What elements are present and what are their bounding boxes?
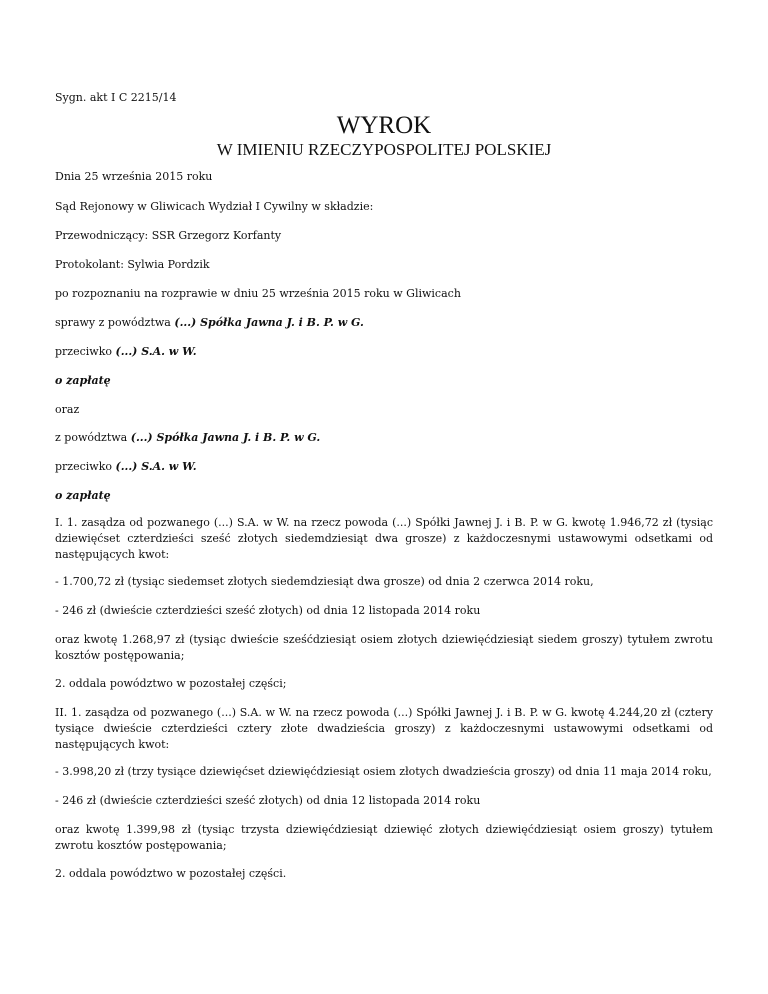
and-connector: oraz [55, 403, 80, 416]
ruling-II-costs: oraz kwotę 1.399,98 zł (tysiąc trzysta dziewięćdziesiąt dziewięć złotych dziewięćdziesiąt osiem groszy) tytułem zwrotu kosztów postępowania; [55, 823, 713, 852]
case2-defendant: (...) S.A. w W. [115, 460, 197, 473]
case1-plaintiff: (...) Spółka Jawna J. i B. P. w G. [174, 316, 364, 329]
case1-subject: o zapłatę [55, 374, 111, 387]
document-title: WYROK [336, 112, 432, 139]
case1-claim-prefix: sprawy z powództwa [55, 316, 175, 329]
ruling-II-interest-a: - 3.998,20 zł (trzy tysiące dziewięćset dziewięćdziesiąt osiem złotych dwadzieścia groszy) od dnia 11 maja 2014 roku, [55, 765, 712, 778]
court-clerk: Protokolant: Sylwia Pordzik [55, 258, 210, 271]
hearing-info: po rozpoznaniu na rozprawie w dniu 25 września 2015 roku w Gliwicach [55, 287, 461, 300]
case2-against [55, 459, 713, 475]
case2-claim-prefix: z powództwa [55, 431, 131, 444]
case1-against-prefix: przeciwko [55, 345, 116, 358]
ruling-II-interest-b: - 246 zł (dwieście czterdzieści sześć złotych) od dnia 12 listopada 2014 roku [55, 794, 481, 807]
document-subtitle: W IMIENIU RZECZYPOSPOLITEJ POLSKIEJ [216, 140, 552, 159]
case1-against [55, 344, 713, 360]
case-reference: Sygn. akt I C 2215/14 [55, 91, 177, 104]
ruling-I-1: I. 1. zasądza od pozwanego (...) S.A. w W. na rzecz powoda (...) Spółki Jawnej J. i B. P. w G. kwotę 1.946,72 zł (tysiąc dziewięćset czterdzieści sześć złotych siedemdziesiąt dwa grosze) z każdoczesnymi ustawowymi odsetkami od następujących kwot: [55, 516, 713, 561]
case1-claim [55, 315, 713, 331]
ruling-I-2: 2. oddala powództwo w pozostałej części; [55, 677, 287, 690]
ruling-II-1: II. 1. zasądza od pozwanego (...) S.A. w W. na rzecz powoda (...) Spółki Jawnej J. i B. P. w G. kwotę 4.244,20 zł (cztery tysiące dwieście czterdzieści cztery złote dwadzieścia groszy) z każdoczesnymi ustawowymi odsetkami od następujących kwot: [55, 706, 713, 751]
case2-against-prefix: przeciwko [55, 460, 116, 473]
presiding-judge: Przewodniczący: SSR Grzegorz Korfanty [55, 229, 282, 242]
ruling-I-interest-b: - 246 zł (dwieście czterdzieści sześć złotych) od dnia 12 listopada 2014 roku [55, 604, 481, 617]
ruling-I-costs: oraz kwotę 1.268,97 zł (tysiąc dwieście sześćdziesiąt osiem złotych dziewięćdziesiąt siedem groszy) tytułem zwrotu kosztów postępowania; [55, 633, 713, 662]
judgment-date: Dnia 25 września 2015 roku [55, 170, 213, 183]
case2-claim [55, 430, 713, 446]
case2-plaintiff: (...) Spółka Jawna J. i B. P. w G. [130, 431, 321, 444]
case2-subject: o zapłatę [55, 489, 111, 502]
ruling-II-2: 2. oddala powództwo w pozostałej części. [55, 867, 287, 880]
court-composition: Sąd Rejonowy w Gliwicach Wydział I Cywilny w składzie: [55, 200, 374, 213]
case1-defendant: (...) S.A. w W. [115, 345, 197, 358]
ruling-I-interest-a: - 1.700,72 zł (tysiąc siedemset złotych siedemdziesiąt dwa grosze) od dnia 2 czerwca 2014 roku, [55, 575, 594, 588]
